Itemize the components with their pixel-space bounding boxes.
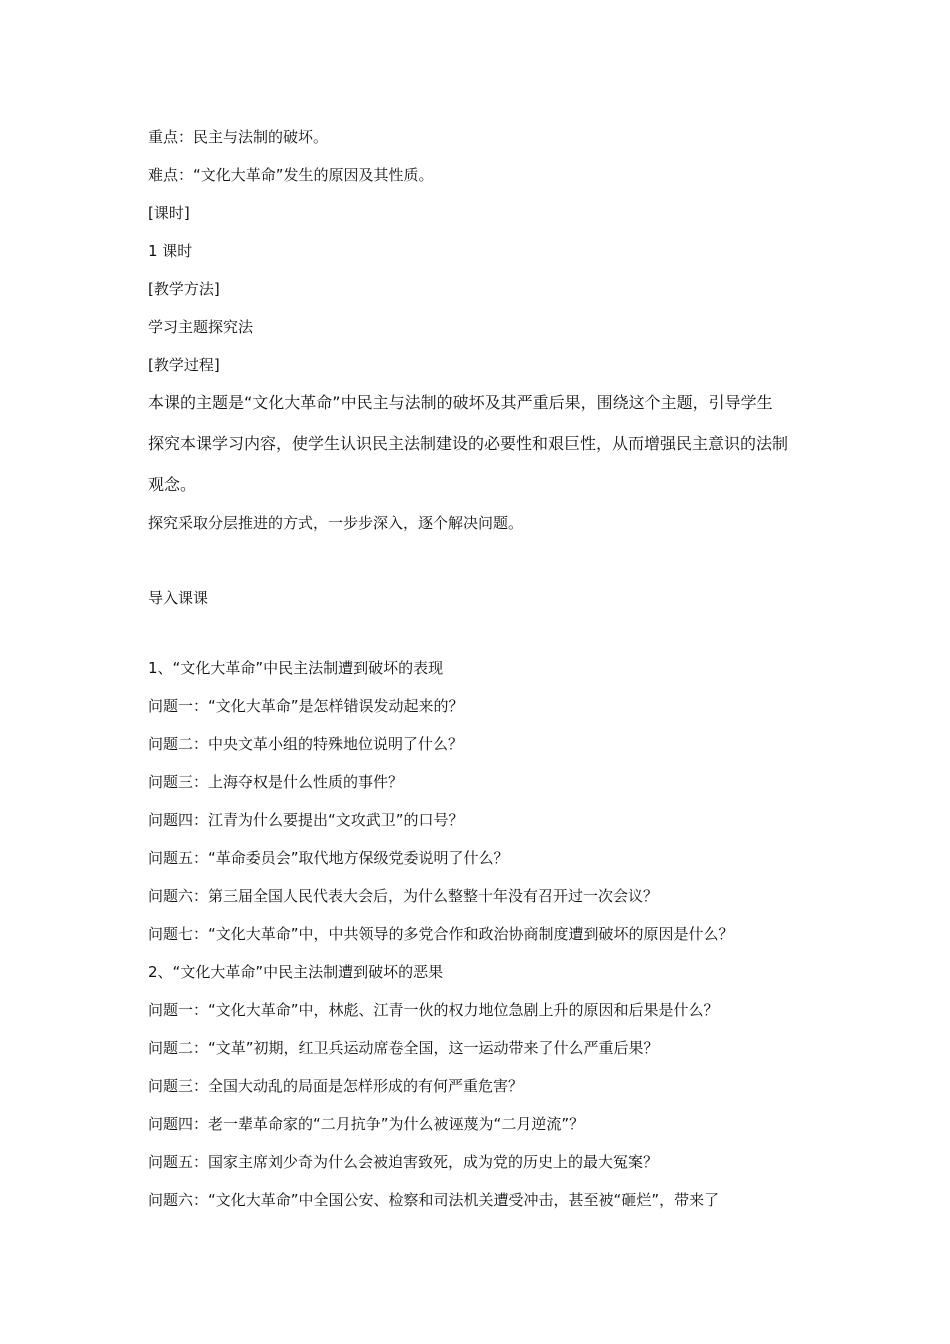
question-item: 问题七：“文化大革命”中，中共领导的多党合作和政治协商制度遭到破坏的原因是什么？: [148, 925, 734, 943]
question-item: 问题二：“文革”初期，红卫兵运动席卷全国，这一运动带来了什么严重后果？: [148, 1039, 659, 1057]
question-item: 问题五：国家主席刘少奇为什么会被迫害致死，成为党的历史上的最大冤案？: [148, 1153, 659, 1171]
question-item: 问题二：中央文革小组的特殊地位说明了什么？: [148, 735, 464, 753]
document-body: [148, 127, 814, 1210]
question-item: 问题六：第三届全国人民代表大会后，为什么整整十年没有召开过一次会议？: [148, 887, 659, 905]
lesson-theme-paragraph: [148, 393, 814, 495]
question-item: 问题五：“革命委员会”取代地方保级党委说明了什么？: [148, 849, 509, 867]
section-2-title: 2、“文化大革命”中民主法制遭到破坏的恶果: [148, 963, 444, 981]
question-item: 问题四：江青为什么要提出“文攻武卫”的口号？: [148, 811, 464, 829]
class-hours-value: 1 课时: [148, 242, 193, 260]
lesson-intro-heading: 导入课课: [148, 589, 209, 607]
question-item: 问题一：“文化大革命”是怎样错误发动起来的？: [148, 697, 464, 715]
teaching-method-value: 学习主题探究法: [148, 318, 254, 336]
paragraph-line: 探究本课学习内容，使学生认识民主法制建设的必要性和艰巨性，从而增强民主意识的法制: [148, 434, 789, 453]
question-item: 问题一：“文化大革命”中，林彪、江青一伙的权力地位急剧上升的原因和后果是什么？: [148, 1001, 719, 1019]
key-point-line: 重点：民主与法制的破坏。: [148, 128, 329, 146]
difficulty-line: 难点：“文化大革命”发生的原因及其性质。: [148, 166, 434, 184]
inquiry-method-line: 探究采取分层推进的方式，一步步深入，逐个解决问题。: [148, 514, 524, 532]
class-hours-heading: [课时]: [148, 204, 190, 222]
teaching-process-heading: [教学过程]: [148, 356, 220, 374]
question-item: 问题四：老一辈革命家的“二月抗争”为什么被诬蔑为“二月逆流”？: [148, 1115, 585, 1133]
question-item: 问题三：全国大动乱的局面是怎样形成的有何严重危害？: [148, 1077, 524, 1095]
teaching-method-heading: [教学方法]: [148, 280, 220, 298]
question-item: 问题三：上海夺权是什么性质的事件？: [148, 773, 404, 791]
question-item: 问题六：“文化大革命”中全国公安、检察和司法机关遭受冲击，甚至被“砸烂”，带来了: [148, 1191, 720, 1209]
paragraph-line: 本课的主题是“文化大革命”中民主与法制的破坏及其严重后果，围绕这个主题，引导学生: [148, 393, 773, 412]
section-1-title: 1、“文化大革命”中民主法制遭到破坏的表现: [148, 659, 444, 677]
paragraph-line: 观念。: [148, 475, 197, 494]
